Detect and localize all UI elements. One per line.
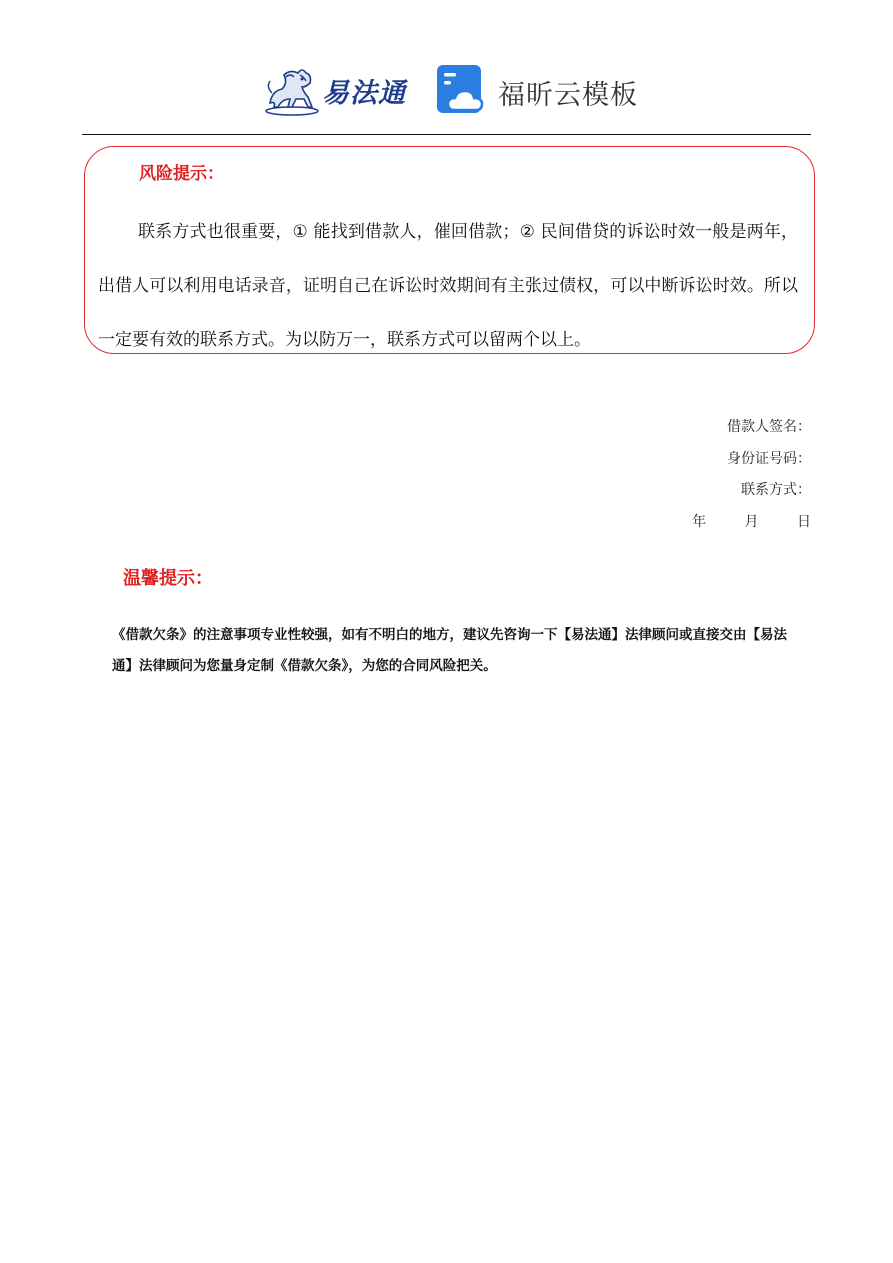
- tip-body: 《借款欠条》的注意事项专业性较强，如有不明白的地方，建议先咨询一下【易法通】法律顾问或直接交由【易法通】法律顾问为您量身定制《借款欠条》，为您的合同风险把关。: [112, 627, 787, 674]
- header-divider: [82, 134, 811, 135]
- date-line: [658, 511, 811, 543]
- yifatong-brand-name: 易法通: [322, 77, 406, 109]
- fuxin-logo: [436, 66, 638, 118]
- date-year: 年: [692, 513, 707, 530]
- date-day: 日: [797, 513, 811, 530]
- qilin-emblem-icon: [262, 63, 320, 117]
- contact-label: 联系方式：: [741, 482, 811, 498]
- tip-title: 温馨提示：: [123, 568, 213, 589]
- risk-notice-box: [84, 146, 815, 354]
- id-number-label: 身份证号码：: [727, 450, 811, 467]
- page-header: [0, 58, 893, 122]
- borrower-signature-label: 借款人签名：: [727, 419, 811, 435]
- document-cloud-icon: [436, 64, 486, 120]
- risk-notice-body: 联系方式也很重要，① 能找到借款人，催回借款；② 民间借贷的诉讼时效一般是两年，出借人可以利用电话录音，证明自己在诉讼时效期间有主张过债权，可以中断诉讼时效。所以一定要有效的联系方式。为以防万一，联系方式可以留两个以上。: [98, 222, 798, 350]
- signature-block: [658, 416, 811, 542]
- yifatong-logo: [262, 62, 406, 118]
- fuxin-brand-name: 福昕云模板: [498, 79, 638, 111]
- risk-notice-title: 风险提示：: [139, 164, 224, 184]
- date-month: 月: [744, 513, 759, 530]
